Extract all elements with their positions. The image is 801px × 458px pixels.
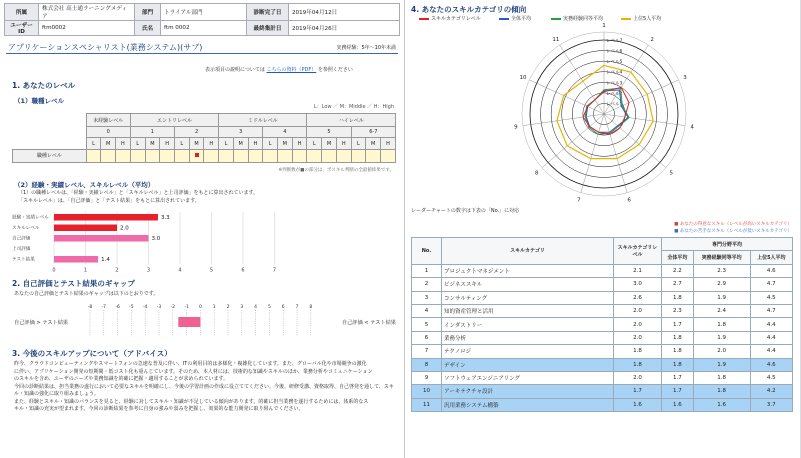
skill-cell-all: 1.6 — [662, 398, 694, 411]
group-entry: エントリレベル — [130, 114, 218, 127]
gap-tick: 4 — [254, 305, 258, 310]
gap-tick: 5 — [267, 305, 271, 310]
level-cell — [307, 149, 322, 162]
lmh-cell: M — [366, 138, 381, 149]
bar — [54, 225, 117, 232]
advice-text — [14, 361, 400, 414]
skill-cell-level: 1.7 — [614, 385, 662, 398]
skill-row — [412, 358, 793, 371]
axis-tick: 0 — [52, 267, 56, 274]
skill-cell-all: 2.7 — [662, 278, 694, 291]
pdf-note-prefix: 表示項目の説明については — [205, 67, 265, 73]
bar-label: 経験・実績レベル — [12, 215, 49, 221]
skill-cell-no: 11 — [412, 398, 442, 411]
skill-row — [412, 291, 793, 304]
col-level: スキルカテゴリレベル — [614, 238, 662, 265]
skill-cell-name: アーキテクチャ設計 — [442, 385, 614, 398]
skill-cell-level: 2.0 — [614, 304, 662, 317]
job-level-row-label: 職種レベル — [13, 149, 87, 162]
diag-date-label: 診断完了日 — [247, 4, 289, 21]
skill-cell-no: 9 — [412, 371, 442, 384]
section1-title: 1. あなたのレベル — [12, 81, 76, 90]
col-top: 上位5人平均 — [750, 251, 792, 264]
diag-date-value: 2019年04月12日 — [289, 4, 400, 21]
advice-line: に伴い、アプリケーション開発の短期間・低コスト化も重んじています。そのため、本人材には、技術的な知識やスキルのほか、業務分析やコミュニケーション — [14, 368, 373, 375]
userid-value: ftm0002 — [39, 21, 135, 36]
userid-label: ユーザーID — [5, 21, 39, 36]
skill-cell-name: 知的資産管理と活用 — [442, 304, 614, 317]
skill-row — [412, 318, 793, 331]
group-high: ハイレベル — [307, 114, 396, 127]
radar-spoke — [604, 114, 685, 126]
skill-cell-name: ソフトウェアエンジニアリング — [442, 371, 614, 384]
bar — [54, 256, 98, 263]
group-unexperienced: 未経験レベル — [86, 114, 130, 127]
skill-cell-same: 2.9 — [693, 278, 750, 291]
skill-cell-top: 4.6 — [750, 264, 792, 277]
level-3: 3 — [219, 127, 263, 138]
lmh-cell: M — [145, 138, 160, 149]
lmh-cell: M — [189, 138, 204, 149]
skill-cell-same: 1.9 — [693, 358, 750, 371]
dept-value: トライアル部門 — [161, 4, 247, 21]
section1-sub2: （2）経験・実績レベル、スキルレベル（平均） — [14, 181, 155, 189]
skill-cell-top: 4.4 — [750, 318, 792, 331]
skill-cell-top: 4.5 — [750, 291, 792, 304]
level-cell — [322, 149, 337, 162]
advice-line: ル・知識の強化に取り組みましょう。 — [14, 391, 100, 397]
radar-axis-label: 8 — [534, 170, 539, 177]
skill-cell-all: 1.7 — [662, 318, 694, 331]
job-level-row — [13, 149, 396, 162]
skill-cell-level: 2.0 — [614, 331, 662, 344]
bar — [54, 235, 149, 242]
level-cell — [219, 149, 234, 162]
bar-label: 上司評価 — [12, 247, 31, 252]
gap-tick: -5 — [129, 305, 134, 310]
gap-tick: 1 — [212, 305, 216, 310]
radar-axis-label: 7 — [577, 197, 581, 204]
radar-level-label: レベル5 — [606, 60, 623, 66]
radar-level-label: レベル6 — [606, 49, 623, 55]
gap-left-label: 自己評価 > テスト結果 — [14, 320, 69, 326]
dept-label: 部門 — [135, 4, 161, 21]
radar-level-label: レベル7 — [606, 39, 623, 44]
lmh-cell: H — [204, 138, 219, 149]
radar-spoke — [523, 114, 604, 126]
level-cell — [381, 149, 396, 162]
level-corner — [13, 114, 87, 150]
skill-cell-all: 1.8 — [662, 331, 694, 344]
skill-cell-name: 業務分析 — [442, 331, 614, 344]
gap-tick: 2 — [226, 305, 230, 310]
level-5: 5 — [307, 127, 351, 138]
lmh-cell: H — [160, 138, 175, 149]
skill-cell-top: 4.4 — [750, 345, 792, 358]
axis-tick: 4 — [178, 267, 182, 274]
group-middle: ミドルレベル — [219, 114, 307, 127]
advice-line: 昨今、クラウドコンピューティングやスマートフォンの急速な普及に伴い、ITの利用目的は多様化・複雑化しています。また、グローバル化や市場競争の激化 — [14, 361, 367, 367]
experience-label: 実務経験：5年〜10年未満 — [336, 45, 396, 51]
gap-tick: -3 — [156, 305, 162, 310]
legend-label: 上位5人平均 — [633, 16, 662, 22]
col-no: No. — [412, 238, 442, 265]
section4-title: 4. あなたのスキルカテゴリの傾向 — [411, 5, 527, 14]
skill-row — [412, 385, 793, 398]
radar-spoke — [542, 114, 604, 168]
skill-cell-level: 2.0 — [614, 318, 662, 331]
radar-spoke — [581, 114, 604, 193]
current-level-marker — [195, 153, 199, 157]
radar-level-label: レベル3 — [606, 81, 623, 87]
level-cell — [277, 149, 292, 162]
skill-cell-same: 1.8 — [693, 318, 750, 331]
skill-cell-all: 1.7 — [662, 371, 694, 384]
skill-cell-all: 1.8 — [662, 345, 694, 358]
lmh-cell: M — [277, 138, 292, 149]
report-right-panel — [404, 0, 800, 458]
skill-cell-level: 1.8 — [614, 345, 662, 358]
level-cell — [263, 149, 278, 162]
axis-tick: 6 — [241, 267, 245, 274]
skill-cell-top: 4.7 — [750, 304, 792, 317]
level-0: 0 — [86, 127, 130, 138]
lmh-cell: L — [219, 138, 234, 149]
radar-axis-label: 3 — [683, 75, 687, 82]
level-cell — [292, 149, 307, 162]
skill-cell-name: テクノロジ — [442, 345, 614, 358]
skill-cell-no: 10 — [412, 385, 442, 398]
radar-note: レーダーチャートの数字は下表の「No.」に対応 — [411, 208, 520, 214]
radar-axis-label: 5 — [669, 170, 674, 177]
radar-spoke — [604, 114, 666, 168]
level-cell — [189, 149, 204, 162]
level-cell — [248, 149, 263, 162]
gap-tick: 8 — [309, 305, 313, 310]
bar — [54, 214, 158, 221]
axis-tick: 7 — [272, 267, 277, 274]
skill-cell-no: 3 — [412, 291, 442, 304]
advice-line: キル・知識の充実が望まれます。今回の診断結果を参考に自身の強みや弱みを把握し、効果的な能力開発に取り組んでください。 — [14, 406, 304, 412]
col-category: スキルカテゴリ — [442, 238, 614, 265]
legend-swatch — [499, 18, 509, 20]
company-value: 株式会社 高士通ラーニングメディア — [39, 4, 135, 21]
lmh-cell: L — [130, 138, 145, 149]
pdf-note-suffix: を参照ください — [317, 67, 353, 73]
axis-tick: 3 — [146, 267, 151, 274]
radar-axis-label: 4 — [690, 124, 694, 131]
level-cell — [86, 149, 101, 162]
radar-axis-label: 1 — [602, 23, 606, 29]
skill-cell-all: 1.8 — [662, 291, 694, 304]
col-group: 専門分野平均 — [662, 238, 793, 251]
lmh-cell: L — [351, 138, 366, 149]
update-label: 最終集計日 — [247, 21, 289, 36]
skill-cell-no: 5 — [412, 318, 442, 331]
user-info-table — [4, 3, 400, 36]
lmh-cell: H — [116, 138, 131, 149]
gap-tick: 6 — [281, 305, 285, 310]
skill-row — [412, 264, 793, 277]
radar-axis-label: 10 — [519, 75, 527, 82]
legend-label: 全体平均 — [511, 16, 532, 22]
job-level-table — [12, 113, 396, 163]
skill-cell-all: 1.7 — [662, 385, 694, 398]
radar-axis-label: 6 — [627, 197, 631, 204]
gap-tick: -4 — [142, 305, 148, 310]
axis-tick: 2 — [115, 267, 119, 274]
level-cell — [116, 149, 131, 162]
skill-cell-name: ビジネススキル — [442, 278, 614, 291]
gap-tick: 3 — [240, 305, 244, 310]
skill-cell-same: 2.3 — [693, 264, 750, 277]
gap-tick: 7 — [295, 305, 299, 310]
lmh-cell: L — [86, 138, 101, 149]
section1-desc2: 「スキルレベル」は、「自己評価」と「テスト結果」をもとに算出されています。 — [18, 198, 200, 204]
skill-cell-no: 7 — [412, 345, 442, 358]
lmh-cell: H — [248, 138, 263, 149]
gap-right-label: 自己評価 < テスト結果 — [341, 320, 396, 326]
skill-cell-all: 2.3 — [662, 304, 694, 317]
strength-note: ■ あなたの得意なスキル（レベルが高いスキルカテゴリ） — [674, 222, 792, 227]
level-cell — [130, 149, 145, 162]
lmh-cell: L — [263, 138, 278, 149]
section1-desc1: （1）の職種レベルは、「経験・実績レベル」と「スキルレベル」と上司評価」をもとに算出されています。 — [18, 190, 259, 196]
radar-axis-label: 2 — [650, 37, 654, 44]
skill-cell-top: 4.4 — [750, 331, 792, 344]
bar-label: スキルレベル — [12, 226, 40, 231]
skill-cell-level: 1.6 — [614, 398, 662, 411]
skill-cell-same: 1.8 — [693, 385, 750, 398]
weakness-note: ■ あなたの苦手なスキル（レベルが低いスキルカテゴリ） — [674, 229, 792, 234]
skill-row — [412, 345, 793, 358]
update-value: 2019年04月26日 — [289, 21, 400, 36]
section2-desc: あなたの自己評価とテスト結果のギャップは以下のとおりです。 — [14, 291, 159, 297]
radar-axis-label: 11 — [552, 37, 560, 44]
report-title-bar — [6, 40, 398, 54]
level-1: 1 — [130, 127, 174, 138]
level-cell — [160, 149, 175, 162]
bar-value: 1.4 — [101, 257, 110, 263]
legend-label: 実務経験同等平均 — [563, 16, 604, 22]
skill-cell-same: 1.9 — [693, 291, 750, 304]
skill-cell-name: インダストリー — [442, 318, 614, 331]
gap-tick: -7 — [101, 305, 107, 310]
lmh-cell: L — [174, 138, 189, 149]
radar-spoke — [560, 45, 604, 114]
level-cell — [145, 149, 160, 162]
skill-row — [412, 278, 793, 291]
legend-swatch — [419, 18, 429, 20]
lmh-legend: L：Low ／ M：Middle ／ H：High — [313, 104, 394, 110]
legend-swatch — [621, 18, 631, 20]
skill-cell-name: コンサルティング — [442, 291, 614, 304]
skill-row — [412, 331, 793, 344]
lmh-cell: H — [381, 138, 396, 149]
section1-sub1: （1）職種レベル — [14, 97, 65, 105]
axis-tick: 5 — [209, 267, 214, 274]
skill-cell-level: 1.8 — [614, 358, 662, 371]
skill-cell-top: 3.7 — [750, 398, 792, 411]
skill-row — [412, 304, 793, 317]
advice-line: また、経験とスキル・知識のバランスを見ると、経験に対してスキル・知識が不足している傾向があります。的確に担当業務を遂行するためには、体系的なス — [14, 398, 369, 405]
gap-chart — [10, 300, 400, 340]
col-all: 全体平均 — [662, 251, 694, 264]
marker-note: ※判断数が■の部分は、ポスキル判断の全最値結果です。 — [278, 168, 394, 173]
lmh-cell: M — [322, 138, 337, 149]
skill-cell-same: 1.6 — [693, 398, 750, 411]
legend-swatch — [551, 18, 561, 20]
skill-cell-level: 2.0 — [614, 371, 662, 384]
skill-cell-level: 2.1 — [614, 264, 662, 277]
radar-level-label: レベル2 — [606, 91, 623, 97]
lmh-cell: L — [307, 138, 322, 149]
lmh-cell: M — [101, 138, 116, 149]
pdf-link[interactable]: こちらの資料（PDF） — [266, 67, 317, 73]
section2-title: 2. 自己評価とテスト結果のギャップ — [12, 279, 135, 288]
gap-bar — [178, 317, 200, 327]
skill-cell-name: デザイン — [442, 358, 614, 371]
skill-cell-no: 4 — [412, 304, 442, 317]
skill-category-table — [411, 237, 793, 412]
level-cell — [101, 149, 116, 162]
advice-line: のスキルを含め、ユーザのニーズや業務知識を的確に把握・適用することが求められています。 — [14, 376, 229, 382]
level-cell — [204, 149, 219, 162]
skill-cell-same: 1.9 — [693, 331, 750, 344]
bar-value: 3.0 — [151, 236, 161, 242]
skill-cell-top: 4.5 — [750, 371, 792, 384]
level-cell — [351, 149, 366, 162]
level-6-7: 6-7 — [351, 127, 395, 138]
radar-axis-label: 9 — [514, 124, 518, 131]
level-cell — [174, 149, 189, 162]
section3-title: 3. 今後のスキルアップについて（アドバイス） — [12, 349, 172, 358]
level-2: 2 — [174, 127, 218, 138]
report-title: アプリケーションスペシャリスト(業務システム)(サブ) — [8, 43, 203, 52]
advice-line: 今回の診断結果は、担当業務の遂行において必要なスキルを明確にし、今後の学習計画の作成に役立ててください。今後、研修受講、資格取得、自己啓発を通して、スキ — [14, 383, 394, 390]
level-bar-chart — [10, 208, 277, 278]
pdf-note — [205, 67, 353, 73]
level-4: 4 — [263, 127, 307, 138]
bar-label: テスト結果 — [12, 257, 35, 263]
skill-cell-no: 6 — [412, 331, 442, 344]
skill-row — [412, 398, 793, 411]
skill-cell-same: 2.0 — [693, 345, 750, 358]
bar-label: 自己評価 — [12, 236, 31, 242]
radar-level-label: レベル1 — [606, 102, 623, 108]
skill-cell-no: 8 — [412, 358, 442, 371]
skill-cell-same: 2.4 — [693, 304, 750, 317]
col-same: 実務経験同等平均 — [693, 251, 750, 264]
level-cell — [336, 149, 351, 162]
lmh-cell: M — [233, 138, 248, 149]
radar-spoke — [604, 114, 627, 193]
name-label: 氏名 — [135, 21, 161, 36]
bar-value: 3.3 — [160, 215, 170, 221]
lmh-cell: H — [336, 138, 351, 149]
skill-cell-same: 1.8 — [693, 371, 750, 384]
legend-label: スキルカテゴリレベル — [431, 16, 481, 22]
skill-cell-all: 1.8 — [662, 358, 694, 371]
level-cell — [366, 149, 381, 162]
skill-cell-top: 4.6 — [750, 358, 792, 371]
skill-cell-no: 2 — [412, 278, 442, 291]
lmh-cell: H — [292, 138, 307, 149]
gap-tick: -2 — [170, 305, 176, 310]
skill-row — [412, 371, 793, 384]
gap-tick: -1 — [184, 305, 189, 310]
name-value: ftm 0002 — [161, 21, 247, 36]
gap-tick: -8 — [87, 305, 93, 310]
skill-cell-level: 2.6 — [614, 291, 662, 304]
skill-cell-name: 汎用業務システム構築 — [442, 398, 614, 411]
skill-cell-top: 4.2 — [750, 385, 792, 398]
skill-cell-name: プロジェクトマネジメント — [442, 264, 614, 277]
radar-chart — [419, 23, 789, 204]
bar-value: 2.0 — [120, 225, 129, 232]
skill-cell-level: 3.0 — [614, 278, 662, 291]
axis-tick: 1 — [83, 267, 88, 274]
skill-cell-no: 1 — [412, 264, 442, 277]
radar-level-label: レベル4 — [606, 70, 623, 76]
gap-tick: -6 — [115, 305, 120, 310]
gap-tick: 0 — [198, 305, 202, 310]
company-label: 所属 — [5, 4, 39, 21]
skill-cell-top: 4.7 — [750, 278, 792, 291]
skill-cell-all: 2.2 — [662, 264, 694, 277]
level-cell — [233, 149, 248, 162]
